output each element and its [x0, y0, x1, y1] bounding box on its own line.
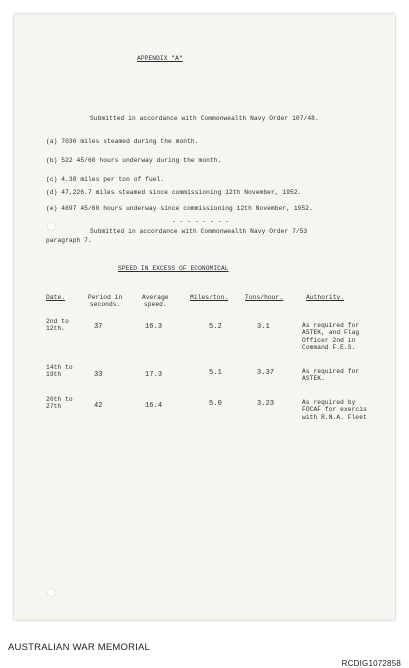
row3-period: 42 — [94, 402, 103, 410]
appendix-heading: APPENDIX "A" — [137, 55, 183, 62]
row3-date: 20th to 27th — [46, 396, 73, 411]
row1-tons: 3.1 — [257, 323, 270, 331]
row2-tons: 3.37 — [257, 369, 275, 377]
document-page — [14, 14, 395, 620]
speed-subheading: SPEED IN EXCESS OF ECONOMICAL — [118, 265, 229, 272]
row2-miles: 5.1 — [209, 369, 222, 377]
item-c: (c) 4.38 miles per ton of fuel. — [46, 176, 165, 183]
intro2-line2: paragraph 7. — [46, 237, 92, 244]
record-id: RCDIG1072858 — [341, 659, 401, 668]
row1-miles: 5.2 — [209, 323, 222, 331]
row3-authority: As required by FOCAF for exercis with R.N.A. Fleet — [302, 399, 367, 421]
row1-speed: 16.3 — [145, 323, 163, 331]
institution-label: AUSTRALIAN WAR MEMORIAL — [8, 642, 151, 653]
row3-miles: 5.0 — [209, 400, 222, 408]
item-e: (e) 4697 45/60 hours underway since commissioning 12th November, 1952. — [46, 205, 313, 212]
row3-speed: 16.4 — [145, 402, 163, 410]
header-date: Date. — [46, 294, 66, 301]
header-authority: Authority. — [306, 294, 345, 301]
intro2-line1: Submitted in accordance with Commonwealth Navy Order 7/53 — [90, 228, 308, 235]
row1-authority: As required for ASTEK, and Flag Officer 2nd in Command F.E.S. — [302, 322, 360, 352]
punch-hole — [47, 222, 56, 231]
archive-footer — [0, 626, 409, 666]
row2-period: 33 — [94, 371, 103, 379]
intro-paragraph: Submitted in accordance with Commonwealth Navy Order 107/48. — [90, 115, 319, 122]
header-tons: Tons/hour. — [245, 294, 284, 301]
header-miles: Miles/ton. — [190, 294, 229, 301]
row2-speed: 17.3 — [145, 371, 163, 379]
item-b: (b) 522 45/60 hours underway during the month. — [46, 157, 222, 164]
header-period: Period in seconds. — [88, 294, 123, 309]
divider: - - - - - - - - — [172, 218, 230, 225]
punch-hole — [47, 588, 56, 597]
row2-authority: As required for ASTEK. — [302, 368, 360, 383]
item-d: (d) 47,226.7 miles steamed since commissioning 12th November, 1952. — [46, 189, 302, 196]
item-a: (a) 7036 miles steamed during the month. — [46, 138, 199, 145]
row1-period: 37 — [94, 323, 103, 331]
row3-tons: 3.23 — [257, 400, 275, 408]
row1-date: 2nd to 12th. — [46, 318, 69, 333]
header-speed: Average speed. — [142, 294, 169, 309]
row2-date: 14th to 19th — [46, 364, 73, 379]
